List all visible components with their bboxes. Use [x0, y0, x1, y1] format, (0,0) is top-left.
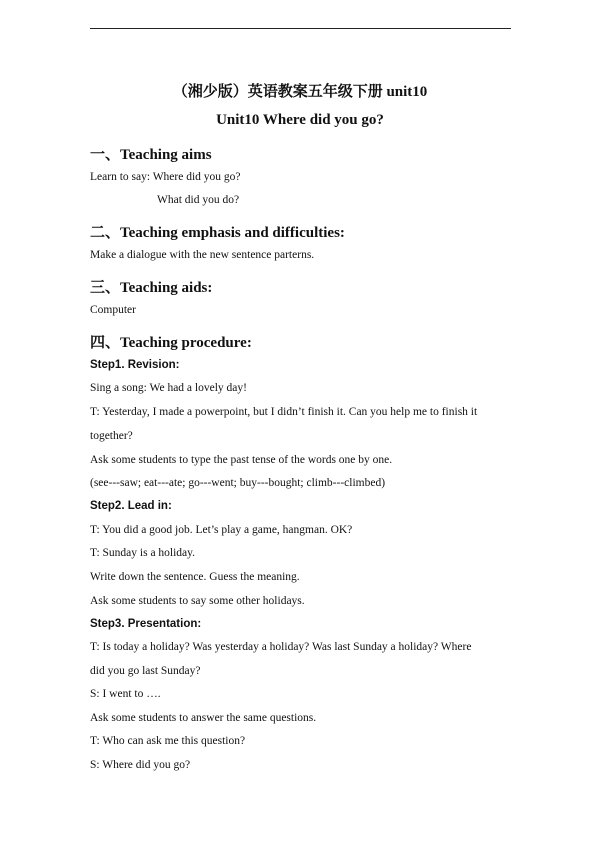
- step3-line: S: I went to ….: [90, 688, 161, 700]
- step2-line: T: You did a good job. Let’s play a game, hangman. OK?: [90, 524, 353, 536]
- section-heading-aims: 一、Teaching aims: [90, 147, 212, 163]
- step1-heading: Step1. Revision:: [90, 359, 180, 371]
- step2-heading: Step2. Lead in:: [90, 500, 172, 512]
- step1-line: Sing a song: We had a lovely day!: [90, 382, 247, 394]
- section-heading-aids: 三、Teaching aids:: [90, 280, 213, 296]
- header-rule: [90, 28, 511, 29]
- aims-line-1: Learn to say: Where did you go?: [90, 171, 241, 183]
- aims-line-2: What did you do?: [157, 194, 240, 206]
- step1-line: T: Yesterday, I made a powerpoint, but I didn’t finish it. Can you help me to finish it: [90, 406, 478, 418]
- step2-line: Write down the sentence. Guess the meaning.: [90, 571, 300, 583]
- section-heading-procedure: 四、Teaching procedure:: [90, 335, 252, 351]
- step2-line: T: Sunday is a holiday.: [90, 547, 196, 559]
- step2-line: Ask some students to say some other holidays.: [90, 595, 305, 607]
- section-heading-emphasis: 二、Teaching emphasis and difficulties:: [90, 225, 345, 241]
- step3-line: S: Where did you go?: [90, 759, 191, 771]
- step3-line: did you go last Sunday?: [90, 665, 201, 677]
- step1-line: (see---saw; eat---ate; go---went; buy---bought; climb---climbed): [90, 477, 386, 489]
- step1-line: together?: [90, 430, 133, 442]
- document-title: （湘少版）英语教案五年级下册 unit10: [172, 84, 428, 100]
- aids-line-1: Computer: [90, 304, 136, 316]
- step3-heading: Step3. Presentation:: [90, 618, 202, 630]
- lesson-title: Unit10 Where did you go?: [216, 112, 384, 128]
- step3-line: T: Is today a holiday? Was yesterday a holiday? Was last Sunday a holiday? Where: [90, 641, 472, 653]
- step3-line: T: Who can ask me this question?: [90, 735, 246, 747]
- step1-line: Ask some students to type the past tense of the words one by one.: [90, 454, 393, 466]
- emphasis-line-1: Make a dialogue with the new sentence parterns.: [90, 249, 315, 261]
- step3-line: Ask some students to answer the same questions.: [90, 712, 317, 724]
